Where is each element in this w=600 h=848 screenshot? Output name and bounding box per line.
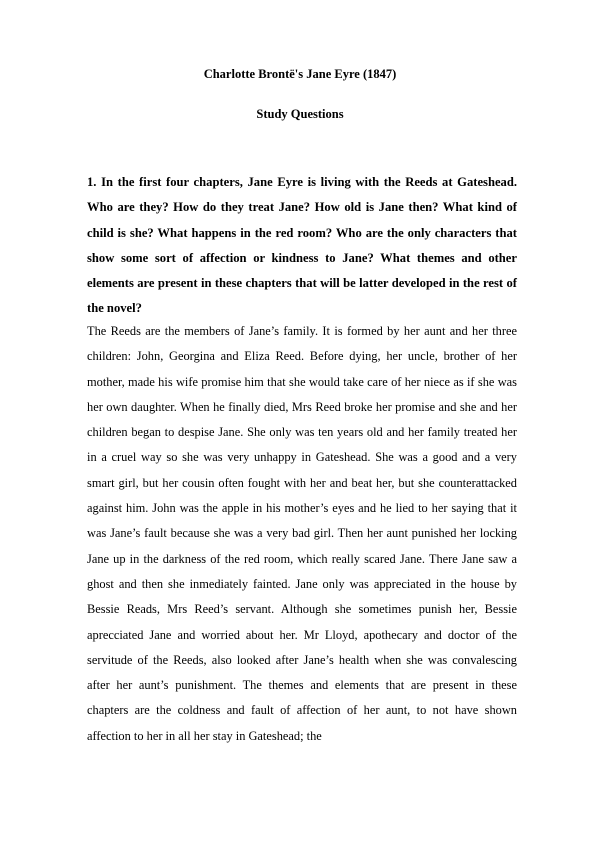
document-title: Charlotte Brontë's Jane Eyre (1847) (203, 67, 397, 81)
study-question: 1. In the first four chapters, Jane Eyre is living with the Reeds at Gateshead. Who are they? How do they treat Jane? How old is Jane then? What kind of child is she? What happens in the red room? Who are the only characters that show some sort of affection or kindness to Jane? What themes and other elements are present in these chapters that will be latter developed in the rest of the novel? (87, 175, 517, 316)
answer-paragraph: The Reeds are the members of Jane’s family. It is formed by her aunt and her three children: John, Georgina and Eliza Reed. Before dying, her uncle, brother of her mother, made his wife promise him that she would take care of her niece as if she was her own daughter. When he finally died, Mrs Reed broke her promise and she and her children began to despise Jane. She only was ten years old and her family treated her in a cruel way so she was very unhappy in Gateshead. She was a good and a very smart girl, but her cousin often fought with her and beat her, but she counterattacked against him. John was the apple in his mother’s eyes and he lied to her saying that it was Jane’s fault because she was a very bad girl. Then her aunt punished her locking Jane up in the darkness of the red room, which really scared Jane. There Jane saw a ghost and then she inmediately fainted. Jane only was appreciated in the house by Bessie Reads, Mrs Reed’s servant. Although she sometimes punish her, Bessie aprecciated Jane and worried about her. Mr Lloyd, apothecary and doctor of the servitude of the Reeds, also looked after Jane’s health when she was convalescing after her aunt’s punishment. The themes and elements that are present in these chapters are the coldness and fault of affection of her aunt, to not have shown affection to her in all her stay in Gateshead; the (87, 324, 517, 743)
document-subtitle: Study Questions (256, 107, 344, 121)
